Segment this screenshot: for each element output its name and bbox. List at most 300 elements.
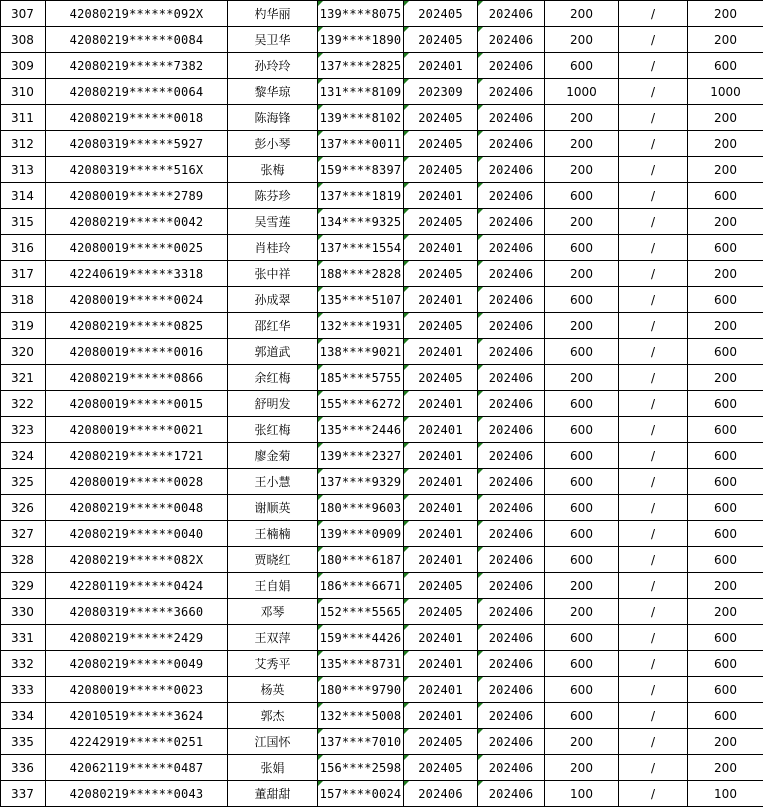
start-month-cell: 202405 xyxy=(404,313,478,339)
total-cell: 200 xyxy=(688,313,763,339)
end-month-cell: 202406 xyxy=(478,339,545,365)
end-month-cell: 202406 xyxy=(478,677,545,703)
end-month-cell: 202406 xyxy=(478,261,545,287)
amount-cell: 200 xyxy=(545,729,619,755)
end-month-cell: 202406 xyxy=(478,703,545,729)
deduction-cell: / xyxy=(619,313,688,339)
end-month-cell: 202406 xyxy=(478,781,545,807)
start-month-cell: 202401 xyxy=(404,703,478,729)
id-number-cell: 42080019******2789 xyxy=(46,183,228,209)
total-cell: 200 xyxy=(688,157,763,183)
row-index-cell: 319 xyxy=(1,313,46,339)
table-row xyxy=(1,599,763,625)
start-month-cell: 202401 xyxy=(404,235,478,261)
amount-cell: 600 xyxy=(545,417,619,443)
name-cell: 郭道武 xyxy=(228,339,318,365)
phone-cell: 132****1931 xyxy=(318,313,404,339)
row-index-cell: 330 xyxy=(1,599,46,625)
id-number-cell: 42080319******5927 xyxy=(46,131,228,157)
id-number-cell: 42080019******0028 xyxy=(46,469,228,495)
total-cell: 600 xyxy=(688,339,763,365)
table-row xyxy=(1,573,763,599)
name-cell: 杨英 xyxy=(228,677,318,703)
amount-cell: 200 xyxy=(545,131,619,157)
end-month-cell: 202406 xyxy=(478,209,545,235)
start-month-cell: 202405 xyxy=(404,755,478,781)
name-cell: 陈芬珍 xyxy=(228,183,318,209)
amount-cell: 1000 xyxy=(545,79,619,105)
row-index-cell: 336 xyxy=(1,755,46,781)
row-index-cell: 307 xyxy=(1,1,46,27)
row-index-cell: 315 xyxy=(1,209,46,235)
table-row xyxy=(1,495,763,521)
row-index-cell: 317 xyxy=(1,261,46,287)
amount-cell: 600 xyxy=(545,703,619,729)
phone-cell: 132****5008 xyxy=(318,703,404,729)
amount-cell: 200 xyxy=(545,261,619,287)
phone-cell: 180****6187 xyxy=(318,547,404,573)
table-row xyxy=(1,339,763,365)
phone-cell: 135****2446 xyxy=(318,417,404,443)
table-body xyxy=(1,1,763,807)
start-month-cell: 202401 xyxy=(404,339,478,365)
total-cell: 200 xyxy=(688,131,763,157)
row-index-cell: 310 xyxy=(1,79,46,105)
amount-cell: 200 xyxy=(545,313,619,339)
id-number-cell: 42010519******3624 xyxy=(46,703,228,729)
phone-cell: 131****8109 xyxy=(318,79,404,105)
amount-cell: 200 xyxy=(545,157,619,183)
name-cell: 郭杰 xyxy=(228,703,318,729)
end-month-cell: 202406 xyxy=(478,443,545,469)
table-row xyxy=(1,53,763,79)
id-number-cell: 42080219******0048 xyxy=(46,495,228,521)
row-index-cell: 324 xyxy=(1,443,46,469)
phone-cell: 157****0024 xyxy=(318,781,404,807)
start-month-cell: 202401 xyxy=(404,651,478,677)
name-cell: 董甜甜 xyxy=(228,781,318,807)
row-index-cell: 322 xyxy=(1,391,46,417)
amount-cell: 200 xyxy=(545,599,619,625)
total-cell: 200 xyxy=(688,599,763,625)
end-month-cell: 202406 xyxy=(478,105,545,131)
name-cell: 王楠楠 xyxy=(228,521,318,547)
amount-cell: 200 xyxy=(545,105,619,131)
deduction-cell: / xyxy=(619,27,688,53)
phone-cell: 159****4426 xyxy=(318,625,404,651)
name-cell: 彭小琴 xyxy=(228,131,318,157)
name-cell: 王小慧 xyxy=(228,469,318,495)
table-row xyxy=(1,755,763,781)
start-month-cell: 202405 xyxy=(404,1,478,27)
end-month-cell: 202406 xyxy=(478,183,545,209)
id-number-cell: 42080219******0040 xyxy=(46,521,228,547)
row-index-cell: 325 xyxy=(1,469,46,495)
total-cell: 200 xyxy=(688,729,763,755)
id-number-cell: 42080219******0825 xyxy=(46,313,228,339)
name-cell: 江国怀 xyxy=(228,729,318,755)
amount-cell: 600 xyxy=(545,521,619,547)
start-month-cell: 202401 xyxy=(404,53,478,79)
table-row xyxy=(1,261,763,287)
table-row xyxy=(1,417,763,443)
phone-cell: 139****8075 xyxy=(318,1,404,27)
id-number-cell: 42240619******3318 xyxy=(46,261,228,287)
start-month-cell: 202401 xyxy=(404,443,478,469)
start-month-cell: 202401 xyxy=(404,521,478,547)
phone-cell: 139****1890 xyxy=(318,27,404,53)
end-month-cell: 202406 xyxy=(478,79,545,105)
start-month-cell: 202405 xyxy=(404,573,478,599)
id-number-cell: 42080219******1721 xyxy=(46,443,228,469)
deduction-cell: / xyxy=(619,547,688,573)
end-month-cell: 202406 xyxy=(478,365,545,391)
id-number-cell: 42080319******516X xyxy=(46,157,228,183)
table-row xyxy=(1,313,763,339)
end-month-cell: 202406 xyxy=(478,599,545,625)
name-cell: 孙成翠 xyxy=(228,287,318,313)
row-index-cell: 331 xyxy=(1,625,46,651)
phone-cell: 188****2828 xyxy=(318,261,404,287)
deduction-cell: / xyxy=(619,209,688,235)
table-row xyxy=(1,703,763,729)
row-index-cell: 329 xyxy=(1,573,46,599)
total-cell: 200 xyxy=(688,755,763,781)
amount-cell: 600 xyxy=(545,469,619,495)
amount-cell: 600 xyxy=(545,651,619,677)
id-number-cell: 42080219******0018 xyxy=(46,105,228,131)
id-number-cell: 42080019******0024 xyxy=(46,287,228,313)
amount-cell: 600 xyxy=(545,287,619,313)
amount-cell: 600 xyxy=(545,339,619,365)
deduction-cell: / xyxy=(619,105,688,131)
phone-cell: 135****5107 xyxy=(318,287,404,313)
deduction-cell: / xyxy=(619,443,688,469)
total-cell: 600 xyxy=(688,53,763,79)
amount-cell: 200 xyxy=(545,27,619,53)
end-month-cell: 202406 xyxy=(478,235,545,261)
id-number-cell: 42242919******0251 xyxy=(46,729,228,755)
row-index-cell: 309 xyxy=(1,53,46,79)
end-month-cell: 202406 xyxy=(478,287,545,313)
start-month-cell: 202405 xyxy=(404,105,478,131)
row-index-cell: 316 xyxy=(1,235,46,261)
name-cell: 杓华丽 xyxy=(228,1,318,27)
deduction-cell: / xyxy=(619,131,688,157)
deduction-cell: / xyxy=(619,339,688,365)
phone-cell: 137****1819 xyxy=(318,183,404,209)
start-month-cell: 202405 xyxy=(404,729,478,755)
total-cell: 200 xyxy=(688,261,763,287)
amount-cell: 200 xyxy=(545,755,619,781)
table-row xyxy=(1,131,763,157)
total-cell: 100 xyxy=(688,781,763,807)
amount-cell: 200 xyxy=(545,573,619,599)
name-cell: 余红梅 xyxy=(228,365,318,391)
id-number-cell: 42080219******0064 xyxy=(46,79,228,105)
id-number-cell: 42080219******0084 xyxy=(46,27,228,53)
deduction-cell: / xyxy=(619,781,688,807)
name-cell: 舒明发 xyxy=(228,391,318,417)
start-month-cell: 202401 xyxy=(404,625,478,651)
phone-cell: 137****9329 xyxy=(318,469,404,495)
table-row xyxy=(1,651,763,677)
amount-cell: 600 xyxy=(545,443,619,469)
deduction-cell: / xyxy=(619,755,688,781)
deduction-cell: / xyxy=(619,651,688,677)
deduction-cell: / xyxy=(619,1,688,27)
total-cell: 200 xyxy=(688,209,763,235)
amount-cell: 600 xyxy=(545,183,619,209)
deduction-cell: / xyxy=(619,729,688,755)
row-index-cell: 314 xyxy=(1,183,46,209)
row-index-cell: 332 xyxy=(1,651,46,677)
phone-cell: 180****9790 xyxy=(318,677,404,703)
end-month-cell: 202406 xyxy=(478,131,545,157)
table-row xyxy=(1,677,763,703)
total-cell: 600 xyxy=(688,651,763,677)
end-month-cell: 202406 xyxy=(478,755,545,781)
name-cell: 孙玲玲 xyxy=(228,53,318,79)
id-number-cell: 42080219******092X xyxy=(46,1,228,27)
row-index-cell: 318 xyxy=(1,287,46,313)
id-number-cell: 42080219******0049 xyxy=(46,651,228,677)
total-cell: 600 xyxy=(688,677,763,703)
total-cell: 200 xyxy=(688,573,763,599)
table-row xyxy=(1,625,763,651)
end-month-cell: 202406 xyxy=(478,417,545,443)
total-cell: 600 xyxy=(688,703,763,729)
id-number-cell: 42080019******0015 xyxy=(46,391,228,417)
id-number-cell: 42080019******0021 xyxy=(46,417,228,443)
row-index-cell: 308 xyxy=(1,27,46,53)
end-month-cell: 202406 xyxy=(478,313,545,339)
end-month-cell: 202406 xyxy=(478,495,545,521)
start-month-cell: 202401 xyxy=(404,183,478,209)
total-cell: 600 xyxy=(688,495,763,521)
start-month-cell: 202405 xyxy=(404,157,478,183)
total-cell: 600 xyxy=(688,625,763,651)
id-number-cell: 42080219******7382 xyxy=(46,53,228,79)
total-cell: 200 xyxy=(688,365,763,391)
end-month-cell: 202406 xyxy=(478,469,545,495)
phone-cell: 139****2327 xyxy=(318,443,404,469)
row-index-cell: 323 xyxy=(1,417,46,443)
end-month-cell: 202406 xyxy=(478,547,545,573)
table-row xyxy=(1,105,763,131)
end-month-cell: 202406 xyxy=(478,625,545,651)
id-number-cell: 42080019******0025 xyxy=(46,235,228,261)
name-cell: 廖金菊 xyxy=(228,443,318,469)
name-cell: 吴雪莲 xyxy=(228,209,318,235)
phone-cell: 155****6272 xyxy=(318,391,404,417)
table-row xyxy=(1,183,763,209)
end-month-cell: 202406 xyxy=(478,651,545,677)
start-month-cell: 202405 xyxy=(404,365,478,391)
deduction-cell: / xyxy=(619,625,688,651)
row-index-cell: 320 xyxy=(1,339,46,365)
phone-cell: 139****0909 xyxy=(318,521,404,547)
deduction-cell: / xyxy=(619,183,688,209)
start-month-cell: 202405 xyxy=(404,131,478,157)
end-month-cell: 202406 xyxy=(478,53,545,79)
deduction-cell: / xyxy=(619,599,688,625)
phone-cell: 135****8731 xyxy=(318,651,404,677)
start-month-cell: 202401 xyxy=(404,495,478,521)
row-index-cell: 327 xyxy=(1,521,46,547)
phone-cell: 185****5755 xyxy=(318,365,404,391)
row-index-cell: 311 xyxy=(1,105,46,131)
table-row xyxy=(1,391,763,417)
deduction-cell: / xyxy=(619,495,688,521)
id-number-cell: 42080219******0866 xyxy=(46,365,228,391)
amount-cell: 600 xyxy=(545,495,619,521)
start-month-cell: 202401 xyxy=(404,287,478,313)
table-row xyxy=(1,209,763,235)
table-row xyxy=(1,547,763,573)
table-row xyxy=(1,365,763,391)
amount-cell: 600 xyxy=(545,391,619,417)
amount-cell: 600 xyxy=(545,625,619,651)
row-index-cell: 321 xyxy=(1,365,46,391)
deduction-cell: / xyxy=(619,287,688,313)
start-month-cell: 202405 xyxy=(404,599,478,625)
phone-cell: 186****6671 xyxy=(318,573,404,599)
name-cell: 肖桂玲 xyxy=(228,235,318,261)
deduction-cell: / xyxy=(619,235,688,261)
name-cell: 黎华琼 xyxy=(228,79,318,105)
amount-cell: 200 xyxy=(545,1,619,27)
deduction-cell: / xyxy=(619,391,688,417)
table-row xyxy=(1,157,763,183)
amount-cell: 600 xyxy=(545,235,619,261)
amount-cell: 600 xyxy=(545,547,619,573)
total-cell: 600 xyxy=(688,443,763,469)
name-cell: 吴卫华 xyxy=(228,27,318,53)
row-index-cell: 337 xyxy=(1,781,46,807)
deduction-cell: / xyxy=(619,79,688,105)
id-number-cell: 42280119******0424 xyxy=(46,573,228,599)
table-row xyxy=(1,27,763,53)
end-month-cell: 202406 xyxy=(478,27,545,53)
end-month-cell: 202406 xyxy=(478,157,545,183)
row-index-cell: 312 xyxy=(1,131,46,157)
amount-cell: 600 xyxy=(545,53,619,79)
name-cell: 张梅 xyxy=(228,157,318,183)
deduction-cell: / xyxy=(619,157,688,183)
phone-cell: 138****9021 xyxy=(318,339,404,365)
start-month-cell: 202405 xyxy=(404,27,478,53)
end-month-cell: 202406 xyxy=(478,1,545,27)
total-cell: 200 xyxy=(688,1,763,27)
deduction-cell: / xyxy=(619,521,688,547)
id-number-cell: 42080219******0042 xyxy=(46,209,228,235)
name-cell: 王双萍 xyxy=(228,625,318,651)
table-row xyxy=(1,79,763,105)
row-index-cell: 334 xyxy=(1,703,46,729)
table-row xyxy=(1,781,763,807)
id-number-cell: 42080219******2429 xyxy=(46,625,228,651)
row-index-cell: 313 xyxy=(1,157,46,183)
deduction-cell: / xyxy=(619,365,688,391)
phone-cell: 134****9325 xyxy=(318,209,404,235)
name-cell: 贾晓红 xyxy=(228,547,318,573)
total-cell: 600 xyxy=(688,521,763,547)
phone-cell: 137****7010 xyxy=(318,729,404,755)
total-cell: 200 xyxy=(688,105,763,131)
end-month-cell: 202406 xyxy=(478,573,545,599)
start-month-cell: 202309 xyxy=(404,79,478,105)
deduction-cell: / xyxy=(619,53,688,79)
id-number-cell: 42080019******0016 xyxy=(46,339,228,365)
start-month-cell: 202406 xyxy=(404,781,478,807)
row-index-cell: 333 xyxy=(1,677,46,703)
total-cell: 600 xyxy=(688,391,763,417)
id-number-cell: 42062119******0487 xyxy=(46,755,228,781)
total-cell: 600 xyxy=(688,547,763,573)
name-cell: 邓琴 xyxy=(228,599,318,625)
phone-cell: 180****9603 xyxy=(318,495,404,521)
table-row xyxy=(1,521,763,547)
deduction-cell: / xyxy=(619,677,688,703)
table-row xyxy=(1,1,763,27)
phone-cell: 137****0011 xyxy=(318,131,404,157)
amount-cell: 200 xyxy=(545,209,619,235)
end-month-cell: 202406 xyxy=(478,729,545,755)
id-number-cell: 42080219******082X xyxy=(46,547,228,573)
amount-cell: 200 xyxy=(545,365,619,391)
table-row xyxy=(1,287,763,313)
end-month-cell: 202406 xyxy=(478,521,545,547)
end-month-cell: 202406 xyxy=(478,391,545,417)
name-cell: 张娟 xyxy=(228,755,318,781)
total-cell: 200 xyxy=(688,27,763,53)
row-index-cell: 328 xyxy=(1,547,46,573)
table-row xyxy=(1,729,763,755)
start-month-cell: 202405 xyxy=(404,261,478,287)
phone-cell: 156****2598 xyxy=(318,755,404,781)
total-cell: 600 xyxy=(688,469,763,495)
table-row xyxy=(1,469,763,495)
amount-cell: 100 xyxy=(545,781,619,807)
phone-cell: 137****2825 xyxy=(318,53,404,79)
phone-cell: 159****8397 xyxy=(318,157,404,183)
start-month-cell: 202401 xyxy=(404,547,478,573)
name-cell: 陈海锋 xyxy=(228,105,318,131)
total-cell: 600 xyxy=(688,417,763,443)
start-month-cell: 202405 xyxy=(404,209,478,235)
total-cell: 600 xyxy=(688,235,763,261)
name-cell: 谢顺英 xyxy=(228,495,318,521)
total-cell: 600 xyxy=(688,287,763,313)
start-month-cell: 202401 xyxy=(404,677,478,703)
name-cell: 邵红华 xyxy=(228,313,318,339)
phone-cell: 139****8102 xyxy=(318,105,404,131)
start-month-cell: 202401 xyxy=(404,417,478,443)
total-cell: 600 xyxy=(688,183,763,209)
id-number-cell: 42080019******0023 xyxy=(46,677,228,703)
deduction-cell: / xyxy=(619,417,688,443)
name-cell: 张中祥 xyxy=(228,261,318,287)
total-cell: 1000 xyxy=(688,79,763,105)
table-row xyxy=(1,443,763,469)
deduction-cell: / xyxy=(619,703,688,729)
deduction-cell: / xyxy=(619,573,688,599)
row-index-cell: 326 xyxy=(1,495,46,521)
deduction-cell: / xyxy=(619,261,688,287)
phone-cell: 152****5565 xyxy=(318,599,404,625)
amount-cell: 600 xyxy=(545,677,619,703)
